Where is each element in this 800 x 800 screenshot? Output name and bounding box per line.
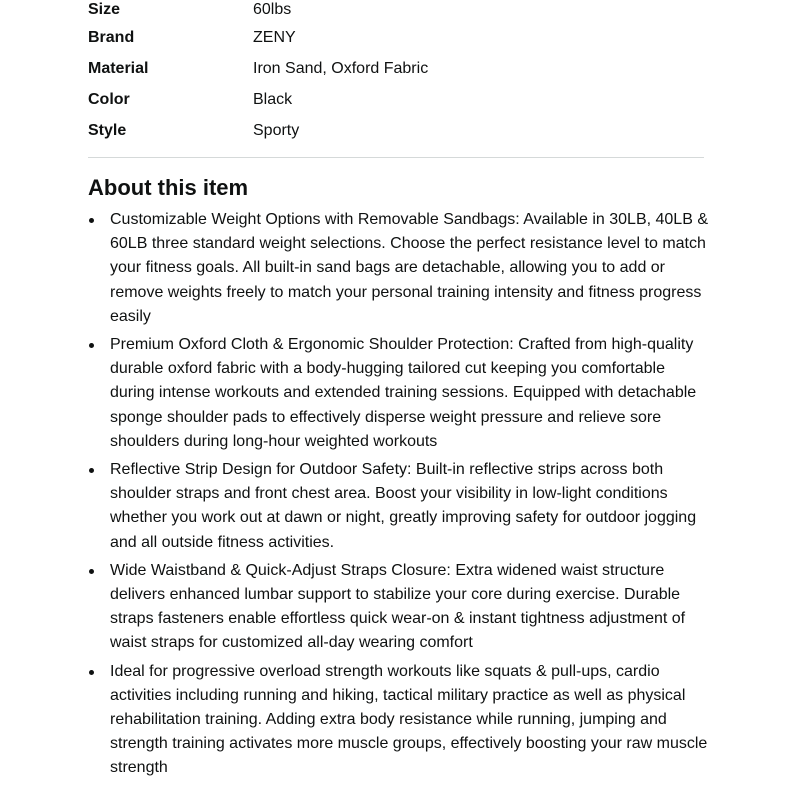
- spec-row-material: [88, 53, 704, 84]
- spec-key: Size: [88, 1, 121, 18]
- spec-key: Brand: [88, 28, 135, 46]
- bullet-point-icon: [89, 343, 94, 348]
- list-item: [88, 333, 708, 454]
- spec-value: Sporty: [253, 121, 300, 139]
- list-item: [88, 208, 708, 329]
- bullet-text: Ideal for progressive overload strength workouts like squats & pull-ups, cardio activities including running and hiking, tactical military practice as well as physical rehabilitation training. Adding extra body resistance while running, jumping and strength training activates more muscle groups, effectively boosting your raw muscle strength: [110, 662, 708, 777]
- bullet-text: Wide Waistband & Quick-Adjust Straps Closure: Extra widened waist structure delivers enhanced lumbar support to stabilize your core during exercise. Durable straps fasteners enable effortless quick wear-on & instant tightness adjustment of waist straps for customized all-day wearing comfort: [110, 561, 686, 652]
- list-item: [88, 458, 708, 555]
- product-specs-table: [88, 0, 704, 146]
- spec-value: ZENY: [253, 28, 296, 46]
- bullet-point-icon: [89, 468, 94, 473]
- bullet-point-icon: [89, 569, 94, 574]
- section-divider: [88, 157, 704, 158]
- spec-row-size: [88, 0, 704, 22]
- bullet-text: Customizable Weight Options with Removable Sandbags: Available in 30LB, 40LB & 60LB three standard weight selections. Choose the perfect resistance level to match your fitness goals. All built-in sand bags are detachable, allowing you to add or remove weights freely to match your personal training intensity and fitness progress easily: [110, 211, 708, 325]
- spec-key: Material: [88, 59, 149, 77]
- spec-value: Black: [253, 90, 293, 108]
- bullet-point-icon: [89, 218, 94, 223]
- spec-key: Style: [88, 121, 127, 139]
- spec-value: Iron Sand, Oxford Fabric: [253, 59, 429, 77]
- bullet-text: Premium Oxford Cloth & Ergonomic Shoulder Protection: Crafted from high-quality durable oxford fabric with a body-hugging tailored cut keeping you comfortable during intense workouts and extended training sessions. Equipped with detachable sponge shoulder pads to effectively disperse weight pressure and relieve sore shoulders during long-hour weighted workouts: [110, 336, 697, 450]
- spec-row-brand: [88, 22, 704, 53]
- spec-key: Color: [88, 90, 130, 108]
- about-this-item-heading: About this item: [88, 175, 249, 200]
- spec-row-style: [88, 115, 704, 146]
- list-item: [88, 559, 708, 656]
- spec-row-color: [88, 84, 704, 115]
- spec-value: 60lbs: [253, 1, 292, 18]
- feature-bullet-list: [88, 208, 708, 785]
- list-item: [88, 660, 708, 781]
- bullet-text: Reflective Strip Design for Outdoor Safety: Built-in reflective strips across both shoulder straps and front chest area. Boost your visibility in low-light conditions whether you work out at dawn or night, greatly improving safety for outdoor jogging and all outside fitness activities.: [110, 461, 697, 551]
- bullet-point-icon: [89, 670, 94, 675]
